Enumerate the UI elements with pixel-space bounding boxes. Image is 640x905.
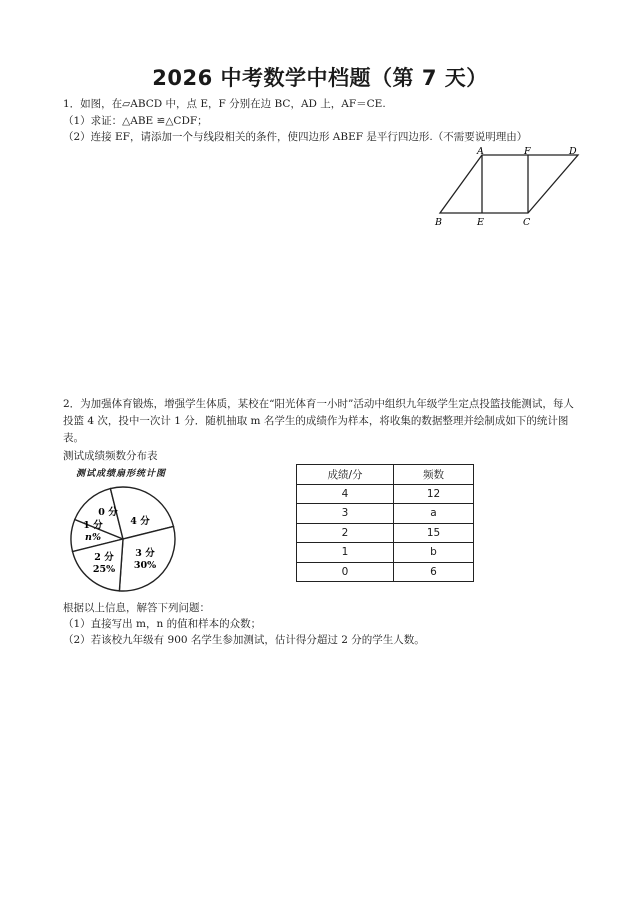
table-header-row	[297, 465, 474, 485]
table-header-score: 成绩/分	[297, 465, 394, 485]
table-cell: 6	[394, 562, 474, 582]
table-cell: 3	[297, 504, 394, 524]
table-row	[297, 504, 474, 524]
table-header-frequency: 频数	[394, 465, 474, 485]
pie-label-2-pct: 25%	[92, 564, 116, 575]
q1-part2: （2）连接 EF，请添加一个与线段相关的条件，使四边形 ABEF 是平行四边形.（不需要说明理由）	[63, 131, 528, 143]
label-b: B	[435, 217, 442, 228]
table-row	[297, 562, 474, 582]
pie-label-3-name: 3 分	[135, 548, 155, 559]
table-row	[297, 484, 474, 504]
table-cell: 12	[394, 484, 474, 504]
label-c: C	[523, 217, 531, 228]
pie-chart	[62, 482, 187, 597]
label-d: D	[569, 146, 577, 157]
pie-label-1-pct: n%	[85, 532, 101, 543]
pie-chart-title: 测试成绩扇形统计图	[76, 469, 167, 479]
table-cell: 15	[394, 523, 474, 543]
parallelogram-abcd	[440, 155, 578, 213]
table-cell: 0	[297, 562, 394, 582]
pie-label-3-pct: 30%	[133, 560, 157, 571]
q2-after: 根据以上信息，解答下列问题：	[63, 602, 210, 614]
label-e: E	[477, 217, 484, 228]
table-cell: b	[394, 543, 474, 563]
q1-part1: （1）求证：△ABE ≌△CDF；	[63, 115, 208, 127]
table-row	[297, 523, 474, 543]
table-cell: 1	[297, 543, 394, 563]
table-cell: 4	[297, 484, 394, 504]
q2-part1: （1）直接写出 m，n 的值和样本的众数；	[63, 618, 262, 630]
label-a: A	[477, 146, 484, 157]
frequency-table	[296, 464, 474, 582]
parallelogram-figure	[430, 145, 590, 230]
page-title: 2026 中考数学中档题（第 7 天）	[152, 66, 488, 90]
label-f: F	[524, 146, 531, 157]
table-cell: 2	[297, 523, 394, 543]
table-caption: 测试成绩频数分布表	[63, 450, 158, 462]
table-row	[297, 543, 474, 563]
pie-label-2-name: 2 分	[94, 552, 114, 563]
pie-label-0: 0 分	[98, 507, 118, 518]
q2-part2: （2）若该校九年级有 900 名学生参加测试，估计得分超过 2 分的学生人数。	[63, 634, 425, 646]
pie-label-1-name: 1 分	[83, 520, 103, 531]
q1-stem: 1．如图，在▱ABCD 中，点 E，F 分别在边 BC，AD 上，AF＝CE.	[63, 98, 386, 110]
table-cell: a	[394, 504, 474, 524]
pie-label-4: 4 分	[130, 516, 150, 527]
q2-stem: 2．为加强体育锻炼，增强学生体质，某校在“阳光体育一小时”活动中组织九年级学生定点投篮技能测试，每人投篮 4 次，投中一次计 1 分．随机抽取 m 名学生的成绩作为样本，将收集的数据整理并绘制成如下的统计图表。	[63, 398, 574, 444]
